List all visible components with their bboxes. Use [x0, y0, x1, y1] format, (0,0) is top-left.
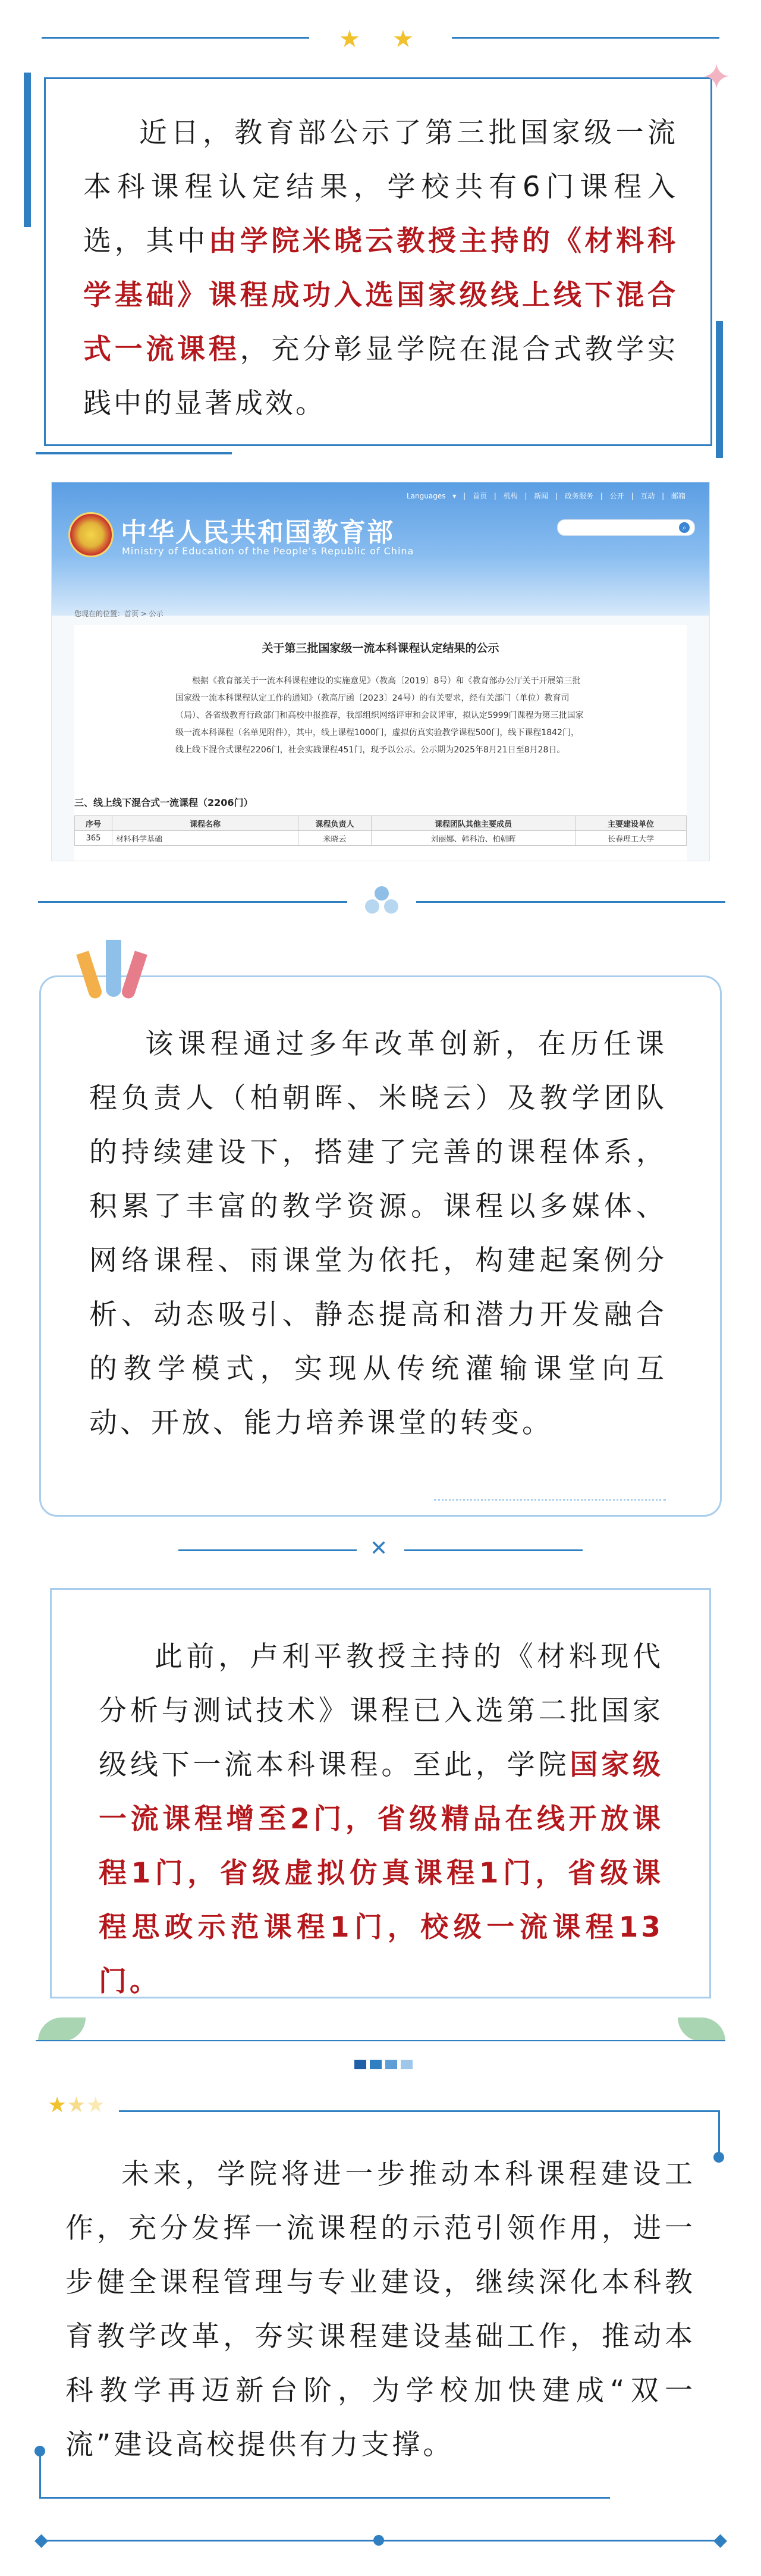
table-header-row [75, 816, 687, 831]
divider-4 [36, 2040, 725, 2041]
section4-bottom-border [39, 2497, 610, 2499]
section1-text [83, 106, 678, 431]
section2-text [89, 1017, 667, 1450]
ministry-screenshot [51, 482, 710, 861]
search-icon[interactable]: ⌕ [679, 522, 690, 533]
section2-paragraph: 该课程通过多年改革创新，在历任课程负责人（柏朝晖、米晓云）及教学团队的持续建设下，搭建了完善的课程体系，积累了丰富的教学资源。课程以多媒体、网络课程、雨课堂为依托，构建起案例分析、动态吸引、静态提高和潜力开发融合的教学模式，实现从传统灌输课堂向互动、开放、能力培养课堂的转变。 [89, 1028, 667, 1439]
table-header-cell: 课程负责人 [298, 816, 372, 831]
ministry-top-links[interactable]: Languages ▾ | 首页 | 机构 | 新闻 | 政务服务 | 公开 | 互动 | 邮箱 [406, 492, 685, 500]
leaf-icon [678, 2017, 725, 2041]
ministry-site-subtitle: Ministry of Education of the People's Republic of China [122, 545, 414, 557]
section4-text [65, 2147, 696, 2472]
table-row [75, 831, 687, 846]
table-cell: 米晓云 [298, 831, 372, 846]
star-icon: ★ [48, 2093, 67, 2117]
frame-accent-right [716, 321, 723, 458]
notice-title: 关于第三批国家级一流本科课程认定结果的公示 [262, 642, 499, 655]
corner-dot [34, 2446, 45, 2456]
dotted-line [434, 1499, 666, 1501]
table-header-cell: 课程名称 [112, 816, 298, 831]
notice-text: 根据《教育部关于一流本科课程建设的实施意见》（教高〔2019〕8号）和《教育部办公厅关于开展第三批国家级一流本科课程认定工作的通知》（教高厅函〔2023〕24号）的有关要求，经有关部门（单位）教育司（局）、各省级教育行政部门和高校申报推荐，我部组织网络评审和会议评审，拟认定5999门课程为第三批国家级一流本科课程（名单见附件），其中，线上课程1000门，虚拟仿真实验教学课程500门，线下课程1842门，线上线下混合式课程2206门，社会实践课程451门，现予以公示。公示期为2025年8月21日至8月28日。 [175, 676, 584, 755]
section1-highlight: 由学院米晓云教授主持的《材料科学基础》课程成功入选国家级线上线下混合式一流课程 [83, 225, 678, 366]
section4-right-border [718, 2110, 720, 2158]
course-table [74, 815, 687, 846]
section3-paragraph [99, 1630, 663, 2009]
bottom-dot [373, 2535, 384, 2546]
section1-text-b: ，充分彰显学院在混合式教学实践中的显著成效。 [83, 333, 678, 420]
national-emblem-icon [68, 512, 114, 557]
notice-section-heading: 三、线上线下混合式一流课程（2206门） [74, 797, 253, 808]
frame-accent-bottom [36, 452, 232, 454]
ministry-site-title: 中华人民共和国教育部 [121, 517, 394, 548]
divider-2-right [416, 901, 725, 903]
star-icon: ★ [339, 26, 360, 53]
diamond-icon: ◆ [34, 2530, 49, 2550]
section1-text-a: 近日，教育部公示了第三批国家级一流本科课程认定结果，学校共有6门课程入选，其中 [83, 117, 678, 258]
corner-dot [713, 2152, 724, 2163]
ministry-search-input[interactable] [557, 519, 695, 536]
section1-paragraph [83, 106, 678, 431]
ministry-breadcrumb: 您现在的位置：首页 > 公示 [74, 610, 163, 618]
diamond-icon: ◆ [713, 2530, 728, 2550]
top-divider-left [42, 37, 309, 39]
table-header-cell: 序号 [75, 816, 112, 831]
star-icon: ★ [392, 26, 414, 53]
sparkle-icon: ✦ [702, 57, 732, 98]
test-tubes-icon [77, 940, 149, 1005]
section3-text [99, 1630, 663, 2009]
section4-left-border [39, 2451, 41, 2498]
divider-2-left [38, 901, 347, 903]
table-cell: 材料科学基础 [112, 831, 298, 846]
squares-icon [354, 2060, 414, 2069]
bubbles-icon [361, 886, 403, 920]
section4-paragraph: 未来，学院将进一步推动本科课程建设工作，充分发挥一流课程的示范引领作用，进一步健全课程管理与专业建设，继续深化本科教育教学改革，夯实课程建设基础工作，推动本科教学再迈新台阶，为学校加快建成“双一流”建设高校提供有力支撑。 [65, 2158, 696, 2461]
divider-3-left [178, 1549, 357, 1551]
table-header-cell: 课程团队其他主要成员 [372, 816, 576, 831]
cross-icon: ✕ [370, 1536, 388, 1561]
divider-3-right [404, 1549, 583, 1551]
table-cell: 刘丽娜、韩科冶、柏朝晖 [372, 831, 576, 846]
leaf-icon [38, 2017, 86, 2041]
stars-icon [48, 2094, 105, 2117]
section4-top-border [119, 2110, 719, 2112]
section3-text-a: 此前，卢利平教授主持的《材料现代分析与测试技术》课程已入选第二批国家级线下一流本科课程。至此，学院 [99, 1640, 663, 1781]
section3-highlight: 国家级一流课程增至2门，省级精品在线开放课程1门，省级虚拟仿真课程1门，省级课程思政示范课程1门，校级一流课程13门。 [99, 1749, 664, 1998]
table-cell: 长春理工大学 [576, 831, 687, 846]
ministry-header [52, 482, 709, 616]
frame-accent-left [24, 73, 31, 227]
top-divider-right [452, 37, 719, 39]
table-header-cell: 主要建设单位 [576, 816, 687, 831]
star-icon: ★ [67, 2093, 86, 2117]
star-icon: ★ [86, 2093, 105, 2117]
table-cell: 365 [75, 831, 112, 846]
